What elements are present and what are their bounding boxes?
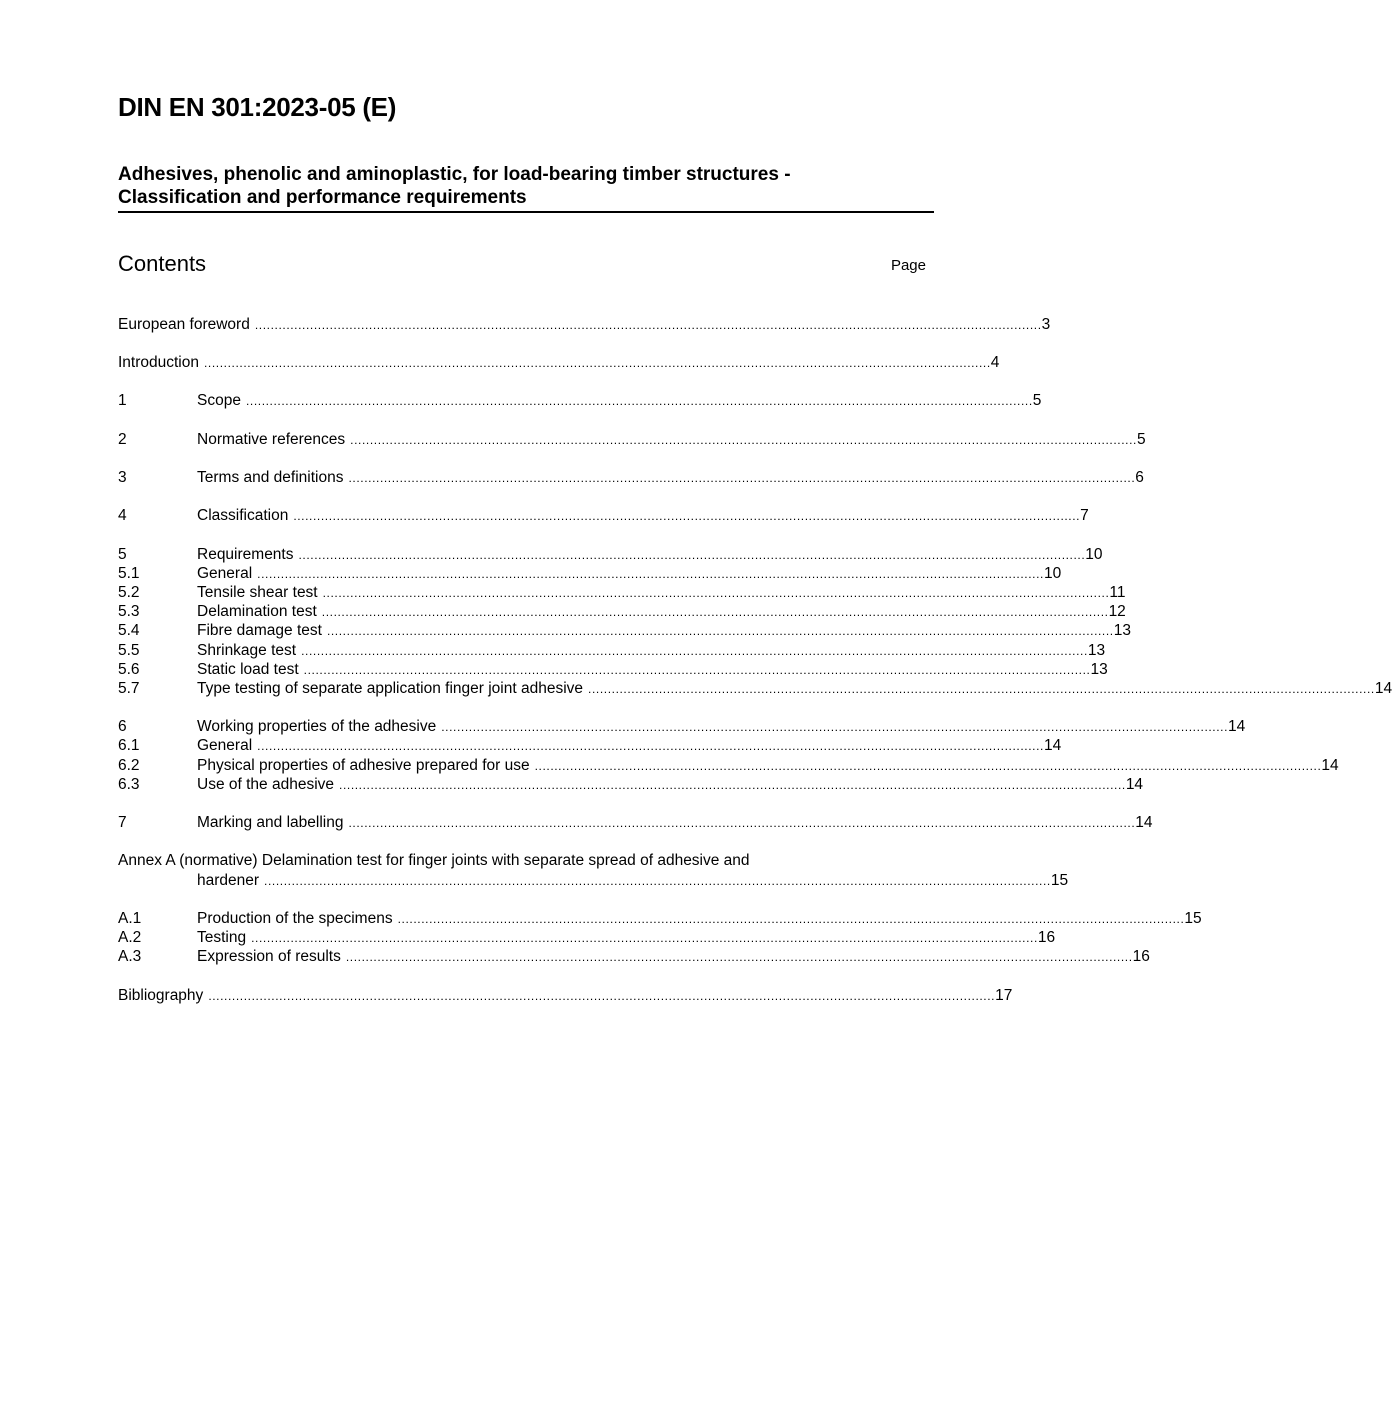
toc-entry-page: 15: [1184, 910, 1202, 927]
toc-entry-number: 4: [118, 507, 127, 524]
toc-entry-page: 12: [1108, 603, 1126, 620]
toc-leader-dots: ........................................................................................................................................................................................................: [322, 586, 1110, 600]
document-id: DIN EN 301:2023-05 (E): [118, 92, 397, 122]
contents-heading: Contents: [118, 251, 207, 276]
toc-entry-static-load-test[interactable]: [118, 660, 1108, 679]
toc-entry-number: 3: [118, 469, 127, 486]
document-title: [118, 163, 934, 213]
toc-leader-dots: ........................................................................................................................................................................................................: [326, 624, 1114, 638]
toc-entry-number: A.3: [118, 948, 142, 965]
toc-entry-introduction[interactable]: [118, 353, 1000, 372]
toc-entry-page: 14: [1043, 737, 1062, 754]
toc-entry-title: European foreword: [118, 316, 250, 333]
toc-leader-dots: ........................................................................................................................................................................................................: [293, 509, 1081, 523]
toc-entry-page: 4: [990, 354, 1000, 371]
toc-entry-title: Production of the specimens: [197, 910, 393, 927]
toc-entry-annex-a[interactable]: [118, 871, 1069, 890]
toc-leader-dots: ........................................................................................................................................................................................................: [251, 931, 1038, 945]
toc-entry-number: 5.1: [118, 565, 140, 582]
toc-entry-page: 13: [1087, 642, 1106, 659]
toc-entry-fibre-damage-test[interactable]: [118, 621, 1131, 640]
toc-leader-dots: ........................................................................................................................................................................................................: [257, 739, 1044, 753]
toc-entry-title: General: [197, 737, 253, 754]
toc-entry-marking-and-labelling[interactable]: [118, 813, 1153, 832]
toc-entry-terms-and-definitions[interactable]: [118, 468, 1144, 487]
toc-entry-number: A.2: [118, 929, 142, 946]
toc-entry-title: Use of the adhesive: [197, 776, 335, 793]
toc-entry-number: 6: [118, 718, 127, 735]
toc-entry-title: Marking and labelling: [197, 814, 344, 831]
page-column-label: Page: [890, 257, 926, 274]
toc-entry-title: Expression of results: [197, 948, 341, 965]
toc-entry-title: Scope: [197, 392, 241, 409]
toc-entry-number: 5.3: [118, 603, 140, 620]
toc-entry-number: 5.7: [118, 680, 140, 697]
toc-entry-testing[interactable]: [118, 928, 1056, 947]
toc-entry-title: Type testing of separate application finger joint adhesive: [197, 680, 584, 697]
toc-entry-european-foreword[interactable]: [118, 315, 1051, 334]
toc-entry-expression-of-results[interactable]: [118, 947, 1150, 966]
toc-entry-title: Physical properties of adhesive prepared for use: [197, 757, 530, 774]
toc-entry-page: 14: [1135, 814, 1153, 831]
toc-entry-page: 14: [1374, 680, 1392, 697]
toc-entry-page: 14: [1125, 776, 1144, 793]
toc-entry-title: Normative references: [197, 431, 346, 448]
toc-leader-dots: ........................................................................................................................................................................................................: [264, 874, 1051, 888]
toc-entry-number: 5.5: [118, 642, 140, 659]
toc-entry-page: 16: [1037, 929, 1056, 946]
toc-entry-title: hardener: [197, 872, 260, 889]
toc-leader-dots: ........................................................................................................................................................................................................: [441, 720, 1229, 734]
toc-leader-dots: ........................................................................................................................................................................................................: [303, 663, 1091, 677]
toc-entry-number: 1: [118, 392, 127, 409]
toc-leader-dots: ........................................................................................................................................................................................................: [397, 912, 1185, 926]
toc-entry-page: 10: [1085, 546, 1103, 563]
toc-entry-type-testing[interactable]: [118, 679, 1392, 698]
toc-leader-dots: ........................................................................................................................................................................................................: [588, 682, 1375, 696]
toc-leader-dots: ........................................................................................................................................................................................................: [245, 394, 1033, 408]
toc-entry-title: Delamination test: [197, 603, 317, 620]
toc-entry-normative-references[interactable]: [118, 430, 1146, 449]
toc-entry-tensile-shear-test[interactable]: [118, 583, 1126, 602]
toc-entry-title: Working properties of the adhesive: [197, 718, 437, 735]
toc-entry-number: 6.3: [118, 776, 140, 793]
toc-entry-number: 6.1: [118, 737, 140, 754]
toc-entry-page: 16: [1132, 948, 1150, 965]
toc-entry-number: A.1: [118, 910, 142, 927]
toc-leader-dots: ........................................................................................................................................................................................................: [348, 816, 1136, 830]
toc-entry-page: 13: [1113, 622, 1131, 639]
toc-leader-dots: ........................................................................................................................................................................................................: [339, 778, 1126, 792]
toc-leader-dots: ........................................................................................................................................................................................................: [257, 567, 1044, 581]
toc-entry-page: 5: [1136, 431, 1146, 448]
toc-entry-title: Introduction: [118, 354, 199, 371]
toc-leader-dots: ........................................................................................................................................................................................................: [208, 989, 996, 1003]
toc-entry-production-of-specimens[interactable]: [118, 909, 1202, 928]
toc-entry-number: 6.2: [118, 757, 140, 774]
toc-leader-dots: ........................................................................................................................................................................................................: [534, 759, 1322, 773]
toc-leader-dots: ........................................................................................................................................................................................................: [350, 433, 1137, 447]
toc-leader-dots: ........................................................................................................................................................................................................: [298, 548, 1086, 562]
toc-entry-title: Testing: [197, 929, 247, 946]
toc-entry-page: 15: [1050, 872, 1069, 889]
document-title-line2: Classification and performance requirements: [118, 187, 527, 208]
toc-entry-5-1-general[interactable]: [118, 564, 1062, 583]
toc-entry-title: Bibliography: [118, 987, 204, 1004]
toc-entry-physical-properties[interactable]: [118, 756, 1339, 775]
toc-entry-classification[interactable]: [118, 506, 1089, 525]
toc-entry-page: 10: [1043, 565, 1062, 582]
toc-leader-dots: ........................................................................................................................................................................................................: [348, 471, 1136, 485]
toc-entry-page: 3: [1041, 316, 1051, 333]
toc-entry-requirements[interactable]: [118, 545, 1103, 564]
toc-entry-page: 13: [1090, 661, 1108, 678]
toc-entry-title: Tensile shear test: [197, 584, 318, 601]
toc-entry-page: 17: [995, 987, 1013, 1004]
toc-entry-title: General: [197, 565, 253, 582]
toc-entry-title: Static load test: [197, 661, 299, 678]
toc-entry-title: Fibre damage test: [197, 622, 322, 639]
toc-entry-page: 14: [1228, 718, 1246, 735]
toc-entry-number: 5: [118, 546, 127, 563]
toc-entry-title: Requirements: [197, 546, 294, 563]
toc-entry-use-of-adhesive[interactable]: [118, 775, 1144, 794]
toc-entry-title: Terms and definitions: [197, 469, 344, 486]
toc-entry-shrinkage-test[interactable]: [118, 641, 1106, 660]
toc-entry-page: 14: [1321, 757, 1339, 774]
toc-entry-annex-a-title[interactable]: Annex A (normative) Delamination test for finger joints with separate spread of adhesive and: [118, 852, 750, 869]
toc-entry-title: Classification: [197, 507, 289, 524]
toc-entry-delamination-test[interactable]: [118, 602, 1126, 621]
toc-entry-6-1-general[interactable]: [118, 736, 1062, 755]
toc-entry-number: 2: [118, 431, 127, 448]
toc-entry-number: 5.6: [118, 661, 140, 678]
toc-leader-dots: ........................................................................................................................................................................................................: [254, 318, 1042, 332]
toc-leader-dots: ........................................................................................................................................................................................................: [204, 356, 991, 370]
toc-entry-page: 11: [1109, 584, 1126, 601]
toc-entry-number: 5.4: [118, 622, 140, 639]
toc-leader-dots: ........................................................................................................................................................................................................: [321, 605, 1109, 619]
toc-leader-dots: ........................................................................................................................................................................................................: [345, 950, 1133, 964]
toc-entry-page: 5: [1032, 392, 1042, 409]
toc-entry-page: 7: [1080, 507, 1089, 524]
toc-entry-title: Shrinkage test: [197, 642, 297, 659]
toc-entry-number: 5.2: [118, 584, 140, 601]
toc-entry-page: 6: [1135, 469, 1144, 486]
toc-entry-bibliography[interactable]: [118, 986, 1013, 1005]
toc-entry-working-properties[interactable]: [118, 717, 1246, 736]
toc-leader-dots: ........................................................................................................................................................................................................: [301, 644, 1088, 658]
document-title-line1: Adhesives, phenolic and aminoplastic, for load-bearing timber structures -: [118, 164, 791, 185]
toc-entry-scope[interactable]: [118, 391, 1042, 410]
toc-entry-number: 7: [118, 814, 127, 831]
